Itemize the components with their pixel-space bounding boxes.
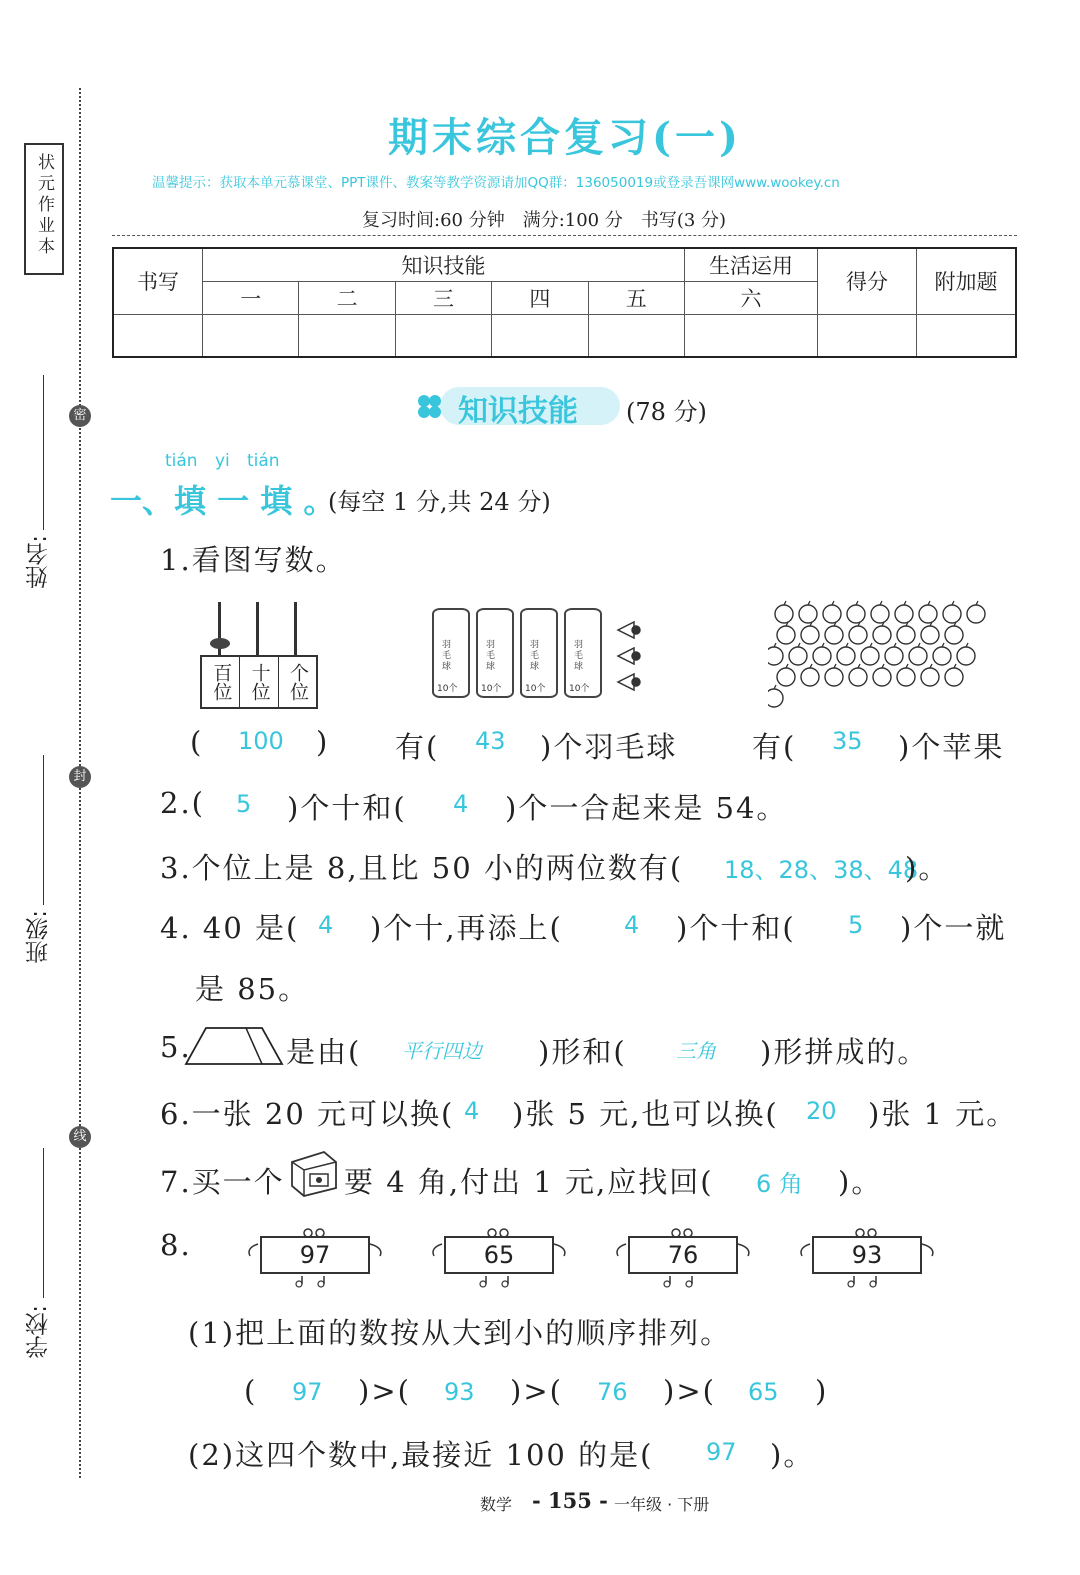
apple-icon [861, 643, 879, 665]
seal-xian: 线 [69, 1126, 91, 1148]
order-answer-1[interactable]: 97 [292, 1378, 323, 1406]
apple-icon [871, 601, 889, 623]
col-score: 得分 [818, 248, 917, 314]
apple-icon [768, 685, 783, 707]
apple-icon [789, 643, 807, 665]
q1-stem: 1.看图写数。 [160, 543, 347, 577]
q5-answer-1[interactable]: 平行四边 [402, 1039, 482, 1063]
apple-icon [849, 622, 867, 644]
apple-icon [921, 664, 939, 686]
q1-answer-a[interactable]: 100 [238, 727, 284, 755]
apple-icon [967, 601, 985, 623]
q3-b: )。 [905, 851, 950, 885]
shuttlecock-can: 羽毛球 10个 [564, 608, 602, 698]
pinyin-2: yi [215, 451, 230, 471]
apple-icon [825, 622, 843, 644]
order-sep: )>( [358, 1374, 411, 1408]
exam-info: 复习时间:60 分钟 满分:100 分 书写(3 分) [362, 210, 727, 231]
q7-c: )。 [838, 1165, 883, 1199]
footer-page: - 155 - [532, 1488, 608, 1513]
abacus-label-tens: 十位 [240, 657, 278, 707]
q8-sub2-answer[interactable]: 97 [706, 1438, 737, 1466]
abacus-label-hundreds: 百位 [202, 657, 240, 707]
apple-icon [885, 643, 903, 665]
number-card-value: 93 [812, 1236, 922, 1274]
apple-icon [849, 664, 867, 686]
clover-icon [414, 393, 444, 419]
q2-a: 2.( [160, 786, 205, 820]
q2-b: )个十和( [287, 791, 407, 825]
q8-sub2b: )。 [770, 1438, 815, 1472]
q1-text-c: 有( [752, 730, 797, 764]
apple-icon [897, 664, 915, 686]
seal-feng: 封 [69, 766, 91, 788]
page-title: 期末综合复习(一) [388, 114, 742, 161]
apple-icon [895, 601, 913, 623]
order-paren: ( [244, 1374, 258, 1408]
col-3: 三 [395, 281, 491, 314]
score-cell[interactable] [113, 314, 203, 357]
q6-b: )张 5 元,也可以换( [512, 1097, 779, 1131]
order-answer-3[interactable]: 76 [597, 1378, 628, 1406]
q4-b: )个十,再添上( [370, 911, 563, 945]
apple-icon [909, 643, 927, 665]
number-card-value: 76 [628, 1236, 738, 1274]
apple-icon [837, 643, 855, 665]
apple-icon [801, 664, 819, 686]
pinyin-1: tián [165, 451, 198, 471]
apple-icon [768, 643, 783, 665]
shuttlecock-can: 羽毛球 10个 [476, 608, 514, 698]
q3-answer[interactable]: 18、28、38、48 [724, 856, 919, 884]
tip-text: 温馨提示：获取本单元慕课堂、PPT课件、教案等教学资源请加QQ群：136050019或登录吾课网www.wookey.cn [152, 175, 840, 191]
q7-a: 7.买一个 [160, 1165, 285, 1199]
apple-icon [777, 664, 795, 686]
col-writing: 书写 [113, 248, 203, 314]
score-cell[interactable] [588, 314, 684, 357]
q5-a: 5. [160, 1030, 192, 1064]
col-5: 五 [588, 281, 684, 314]
q1-answer-c[interactable]: 35 [832, 727, 863, 755]
pencil-box-icon [286, 1148, 340, 1198]
col-bonus: 附加题 [917, 248, 1017, 314]
order-sep: )>( [510, 1374, 563, 1408]
apple-icon [873, 664, 891, 686]
number-card-value: 65 [444, 1236, 554, 1274]
col-life: 生活运用 [685, 248, 818, 281]
q4-a: 4. 40 是( [160, 911, 300, 945]
q2-answer-1[interactable]: 5 [236, 790, 252, 818]
q5-answer-2[interactable]: 三角 [676, 1039, 716, 1063]
q8-sub1: (1)把上面的数按从大到小的顺序排列。 [188, 1316, 732, 1350]
q3-a: 3.个位上是 8,且比 50 小的两位数有( [160, 851, 684, 885]
abacus-label-ones: 个位 [286, 663, 309, 701]
apple-icon [945, 664, 963, 686]
apples-picture [768, 600, 993, 710]
abacus-rod [256, 602, 259, 656]
apple-icon [873, 622, 891, 644]
school-line [43, 1148, 44, 1298]
footer-subject: 数学 [480, 1495, 513, 1514]
order-answer-2[interactable]: 93 [444, 1378, 475, 1406]
abacus-rod [294, 602, 297, 656]
q7-answer[interactable]: 6 角 [756, 1170, 803, 1198]
q1-text-c2: )个苹果 [898, 730, 1005, 764]
q6-answer-2[interactable]: 20 [806, 1097, 837, 1125]
score-cell[interactable] [917, 314, 1017, 357]
apple-icon [943, 601, 961, 623]
trapezoid-shape-icon [184, 1026, 284, 1066]
q2-answer-2[interactable]: 4 [453, 790, 469, 818]
number-card-4 [794, 1228, 939, 1288]
apple-icon [957, 643, 975, 665]
class-line [43, 755, 44, 905]
q1-paren-a-close: ) [316, 725, 330, 759]
apple-icon [945, 622, 963, 644]
apple-icon [801, 622, 819, 644]
col-1: 一 [203, 281, 299, 314]
abacus-base [200, 655, 318, 709]
col-4: 四 [492, 281, 588, 314]
section-points: (78 分) [626, 398, 707, 426]
shuttlecock-icons [614, 616, 644, 696]
q4-answer-1[interactable]: 4 [318, 911, 334, 939]
q4-e: 是 85。 [195, 972, 310, 1006]
col-knowledge: 知识技能 [203, 248, 685, 281]
q4-answer-2[interactable]: 4 [624, 911, 640, 939]
apple-icon [933, 643, 951, 665]
q6-answer-1[interactable]: 4 [464, 1097, 480, 1125]
header-divider [112, 235, 1017, 236]
score-table [112, 247, 1017, 358]
score-cell[interactable] [299, 314, 395, 357]
badge-text: 状元作业本 [34, 153, 54, 258]
apple-icon [775, 601, 793, 623]
number-card-value: 97 [260, 1236, 370, 1274]
name-label: 姓名: [26, 535, 52, 589]
q1-paren-a-open: ( [190, 725, 204, 759]
apple-icon [825, 664, 843, 686]
apple-icon [799, 601, 817, 623]
q6-c: )张 1 元。 [868, 1097, 1018, 1131]
apple-icon [919, 601, 937, 623]
q6-a: 6.一张 20 元可以换( [160, 1097, 455, 1131]
score-cell[interactable] [203, 314, 299, 357]
apple-icon [777, 622, 795, 644]
q1-text-b2: )个羽毛球 [540, 730, 678, 764]
apple-icon [823, 601, 841, 623]
section-title: 知识技能 [458, 394, 578, 429]
q4-d: )个一就 [900, 911, 1007, 945]
order-sep: )>( [663, 1374, 716, 1408]
apple-icon [847, 601, 865, 623]
q5-c: )形和( [538, 1035, 627, 1069]
score-cell[interactable] [395, 314, 491, 357]
q5-b: 是由( [286, 1035, 362, 1069]
name-line [43, 375, 44, 530]
q1-text-b: 有( [395, 730, 440, 764]
apple-icon [921, 622, 939, 644]
shuttlecock-can: 羽毛球 10个 [432, 608, 470, 698]
q4-answer-3[interactable]: 5 [848, 911, 864, 939]
number-card-3 [610, 1228, 755, 1288]
abacus-picture [200, 600, 320, 708]
order-paren: ) [815, 1374, 829, 1408]
col-6: 六 [685, 281, 818, 314]
number-card-2 [426, 1228, 571, 1288]
class-label: 班级: [26, 910, 52, 964]
q5-d: )形拼成的。 [760, 1035, 929, 1069]
part1-title: 一、填 一 填 。 [110, 482, 336, 520]
score-cell[interactable] [685, 314, 818, 357]
part1-note: (每空 1 分,共 24 分) [328, 488, 551, 516]
footer-grade: 一年级 · 下册 [614, 1495, 710, 1514]
score-cell[interactable] [818, 314, 917, 357]
q2-c: )个一合起来是 54。 [505, 791, 788, 825]
q8-label: 8. [160, 1228, 192, 1262]
apple-icon [897, 622, 915, 644]
shuttlecock-can: 羽毛球 10个 [520, 608, 558, 698]
seal-mi: 密 [69, 405, 91, 427]
apple-icon [813, 643, 831, 665]
q7-b: 要 4 角,付出 1 元,应找回( [344, 1165, 714, 1199]
school-label: 学校: [26, 1305, 52, 1359]
shuttlecock-picture [430, 606, 650, 702]
score-cell[interactable] [492, 314, 588, 357]
q8-sub2a: (2)这四个数中,最接近 100 的是( [188, 1438, 654, 1472]
abacus-bead [210, 638, 230, 649]
q4-c: )个十和( [676, 911, 796, 945]
col-2: 二 [299, 281, 395, 314]
q1-answer-b[interactable]: 43 [475, 727, 506, 755]
pinyin-3: tián [247, 451, 280, 471]
order-answer-4[interactable]: 65 [748, 1378, 779, 1406]
number-card-1 [242, 1228, 387, 1288]
